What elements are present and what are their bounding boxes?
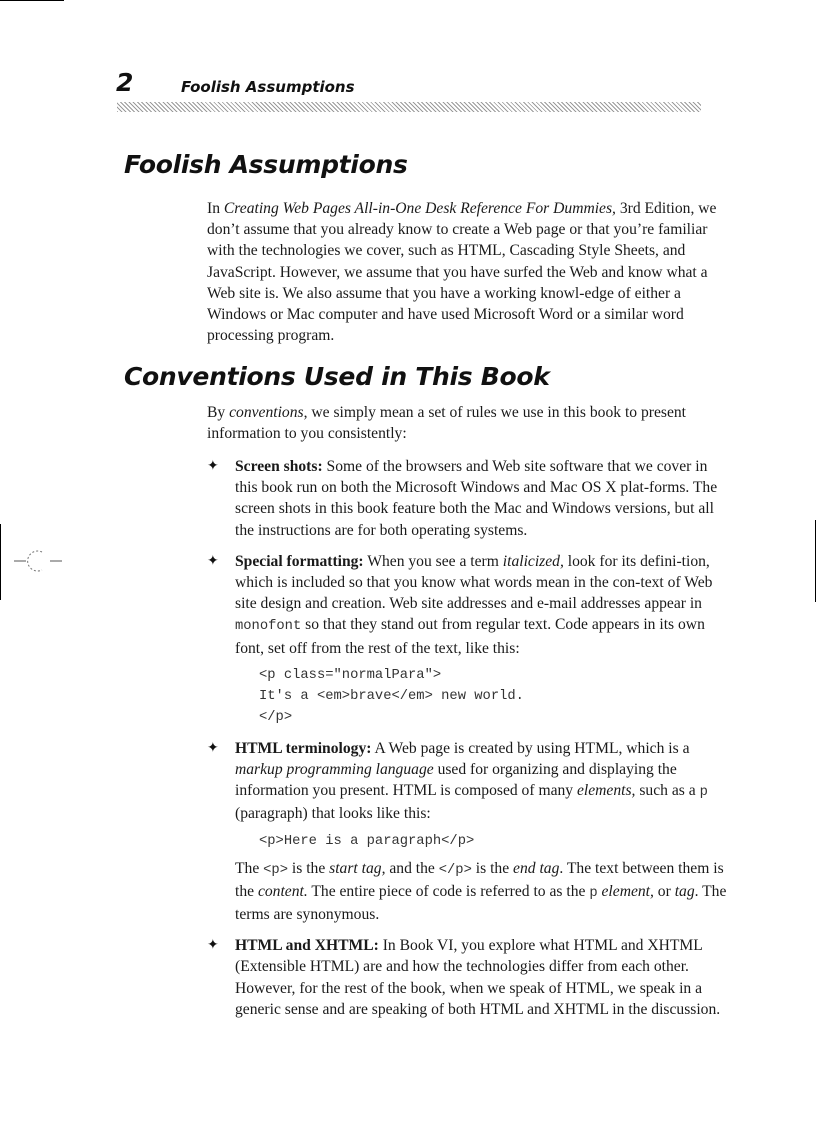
bullet-icon: ✦ [207,552,219,569]
bullet-icon: ✦ [207,739,219,756]
code-sample-normal-para: <p class="normalPara"> It's a <em>brave</em> new world. </p> [259,667,524,725]
assumptions-paragraph: In Creating Web Pages All-in-One Desk Reference For Dummies, 3rd Edition, we don’t assume that you already know to create a Web page or that you’re familiar with the technologies we cover, such as HTML, Cascading Style Sheets, and JavaScript. However, we assume that you have surfed the Web and know what a Web site is. We also assume that you have a working knowl-edge of either a Windows or Mac computer and have used Microsoft Word or a similar word processing program. [207,200,717,345]
registration-mark-icon [14,548,64,574]
code-sample-paragraph: <p>Here is a paragraph</p> [259,833,475,849]
conventions-list [207,456,727,1030]
bullet-icon: ✦ [207,937,219,954]
list-item-html-terminology: ✦ HTML terminology: A Web page is created by using HTML, which is a markup programming language used for organizing and displaying the information you present. HTML is composed of many elements, such as a p (paragraph) that looks like this: <p>Here is a paragraph</p> The <p> is the start tag, and the </p> is the end tag. The text between them is the content. The entire piece of code is referred to as the p element, or tag. The terms are synonymous. [207,738,727,925]
section-heading-conventions: Conventions Used in This Book [124,362,550,391]
header-rule [117,102,701,112]
list-item-html-and-xhtml: ✦ HTML and XHTML: In Book VI, you explore what HTML and XHTML (Extensible HTML) are and how the technologies differ from each other. However, for the rest of the book, when we speak of HTML, we speak in a generic sense and are speaking of both HTML and XHTML in the discussion. [207,937,721,1018]
start-end-tag-explanation: The <p> is the start tag, and the </p> is the end tag. The text between them is the content. The entire piece of code is referred to as the p element, or tag. The terms are synonymous. [235,859,727,924]
crop-mark-top [0,0,64,1]
section-heading-foolish-assumptions: Foolish Assumptions [124,150,408,179]
page-number: 2 [116,68,134,97]
running-head-title: Foolish Assumptions [181,78,355,96]
list-item-special-formatting: ✦ Special formatting: When you see a term italicized, look for its defini-tion, which is included so that you know what words mean in the con-text of Web site design and creation. Web site addresses and e-mail addresses appear in monofont so that they stand out from regular text. Code appears in its own font, set off from the rest of the text, like this: <p class="normalPara"> It's a <em>brave</em> new world. </p> [207,551,727,728]
conventions-intro: By conventions, we simply mean a set of rules we use in this book to present information to you consistently: [207,404,686,443]
crop-mark-left [0,524,1,600]
book-title: Creating Web Pages All-in-One Desk Reference For Dummies, [223,200,616,217]
bullet-icon: ✦ [207,458,219,474]
list-item-screen-shots: ✦ Screen shots: Some of the browsers and Web site software that we cover in this book run on both the Microsoft Windows and Mac OS X plat-forms. The screen shots in this book feature both the Mac and Windows versions, but all the instructions are for both operating systems. [207,458,718,539]
